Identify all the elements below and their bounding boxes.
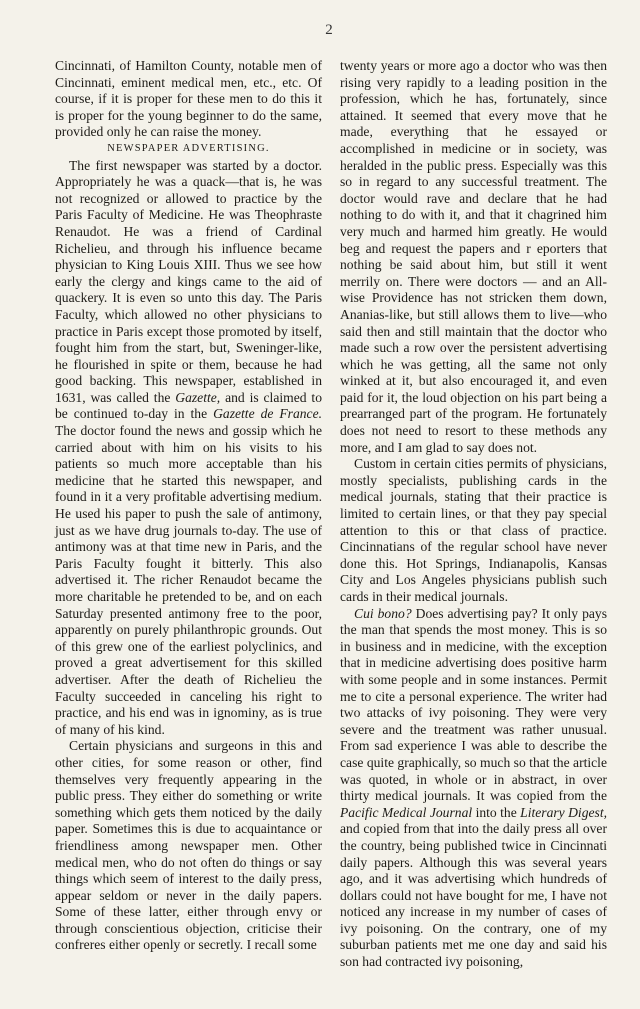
paragraph <box>55 158 322 739</box>
page-number: 2 <box>325 22 333 38</box>
italic-title-gazette-de-france: Gazette de France. <box>213 406 322 422</box>
text-run: Does advertising pay? It only pays the man that spends the most money. This is so in business and in medicine, with the exception that in medicine advertising does positive harm with some people and in some instances. Permit me to cite a personal experience. The writer had two attacks of ivy poisoning. They were very severe and the treatment was rather unusual. From sad experience I was able to describe the case quite graphically, so much so that the article was quoted, in whole or in abstract, in over thirty medical journals. It was copied from the <box>340 605 607 804</box>
paragraph: Cincinnati, of Hamilton County, notable men of Cincinnati, eminent medical men, etc., etc. Of course, if it is proper for these men to do this it is proper for the young beginner to do the same, provided only he can raise the money. <box>55 58 322 140</box>
text-run: and is claimed to be continued to-day in the <box>55 389 322 422</box>
text-run: into the <box>472 804 521 820</box>
text-run: and copied from that into the daily press all over the country, being published twice in Cincinnati daily papers. Although this was several years ago, and it was advertising which hundreds of dollars could not have bought for me, I have not noticed any increase in my number of cases of ivy poisoning. On the contrary, one of my suburban patients met me one day and said his son had contracted ivy poisoning, <box>340 821 607 970</box>
right-column <box>340 58 607 971</box>
italic-phrase-cui-bono: Cui bono? <box>354 605 412 621</box>
paragraph: twenty years or more ago a doctor who was then rising very rapidly to a leading position in the profession, which he has, fortunately, since attained. It seemed that every move that he made, everything that he essayed or accomplished in medicine or in society, was heralded in the public press. Especially was this so in regard to any successful treatment. The doctor would rave and declare that he had nothing to do with it, and that it chagrined him very much and harmed him greatly. He would beg and request the papers and r eporters that nothing be said about him, but still it went merrily on. There were doctors — and an All-wise Providence has not stricken them down, Ananias-like, but still allows them to live—who said then and still maintain that the doctor who made such a row over the persistent advertising which he was getting, all the same not only winked at it, but also encouraged it, and even paid for it, the loud objection on his part being a prearranged part of the program. He fortunately does not need to resort to these methods any more, and I am glad to say does not. <box>340 58 607 455</box>
paragraph: Certain physicians and surgeons in this and other cities, for some reason or other, find themselves very frequently appearing in the public press. They either do something or write something which gets them noticed by the daily paper. Sometimes this is due to acquaintance or friendliness among newspaper men. Other medical men, who do not often do things or say things which seem of interest to the daily press, appear seldom or never in the daily papers. Some of these latter, either through envy or through conscientious objection, criticise their confreres either openly or secretly. I recall some <box>55 738 322 953</box>
text-run: The first newspaper was started by a doctor. Appropriately he was a quack—that is, he was not recognized or allowed to practice by the Paris Faculty of Medicine. He was Theophraste Renaudot. He was a friend of Cardinal Richelieu, and through his influence became physician to King Louis XIII. Thus we see how early the clergy and kings came to the aid of quackery. It is even so unto this day. The Paris Faculty, which allowed no other physicians to practice in Paris except those promoted by itself, fought him from the start, but, Sweninger-like, he flourished in spite or them, because he had good backing. This newspaper, established in 1631, was called the <box>55 157 322 405</box>
italic-title-gazette: Gazette, <box>175 389 221 405</box>
text-run: The doctor found the news and gossip which he carried about with him on his visits to his patients so much more acceptable than his medicine that he started this newspaper, and found in it a very profitable advertising medium. He used his paper to push the sale of antimony, just as we have drug journals to-day. The use of antimony was at that time new in Paris, and the Paris Faculty fought it bitterly. This also advertised it. The richer Renaudot became the more charitable he pretended to be, and on each Saturday presented antimony free to the poor, apparently on purely philanthropic grounds. Out of this grew one of the earliest polyclinics, and proved a great advertisement for this skilled advertiser. After the death of Richelieu the Faculty succeeded in canceling his right to practice, and his end was in ignominy, as is true of many of his kind. <box>55 423 322 737</box>
left-column <box>55 58 322 954</box>
italic-title-literary-digest: Literary Digest, <box>520 804 607 820</box>
paragraph <box>340 606 607 971</box>
italic-title-pacific-medical-journal: Pacific Medical Journal <box>340 804 473 820</box>
section-heading: NEWSPAPER ADVERTISING. <box>107 142 270 154</box>
paragraph: Custom in certain cities permits of physicians, mostly specialists, publishing cards in the medical journals, stating that their practice is limited to certain lines, or that they pay special attention to this or that class of practice. Cincinnatians of the regular school have never done this. Hot Springs, Indianapolis, Kansas City and Los Angeles physicians publish such cards in their medical journals. <box>340 456 607 604</box>
